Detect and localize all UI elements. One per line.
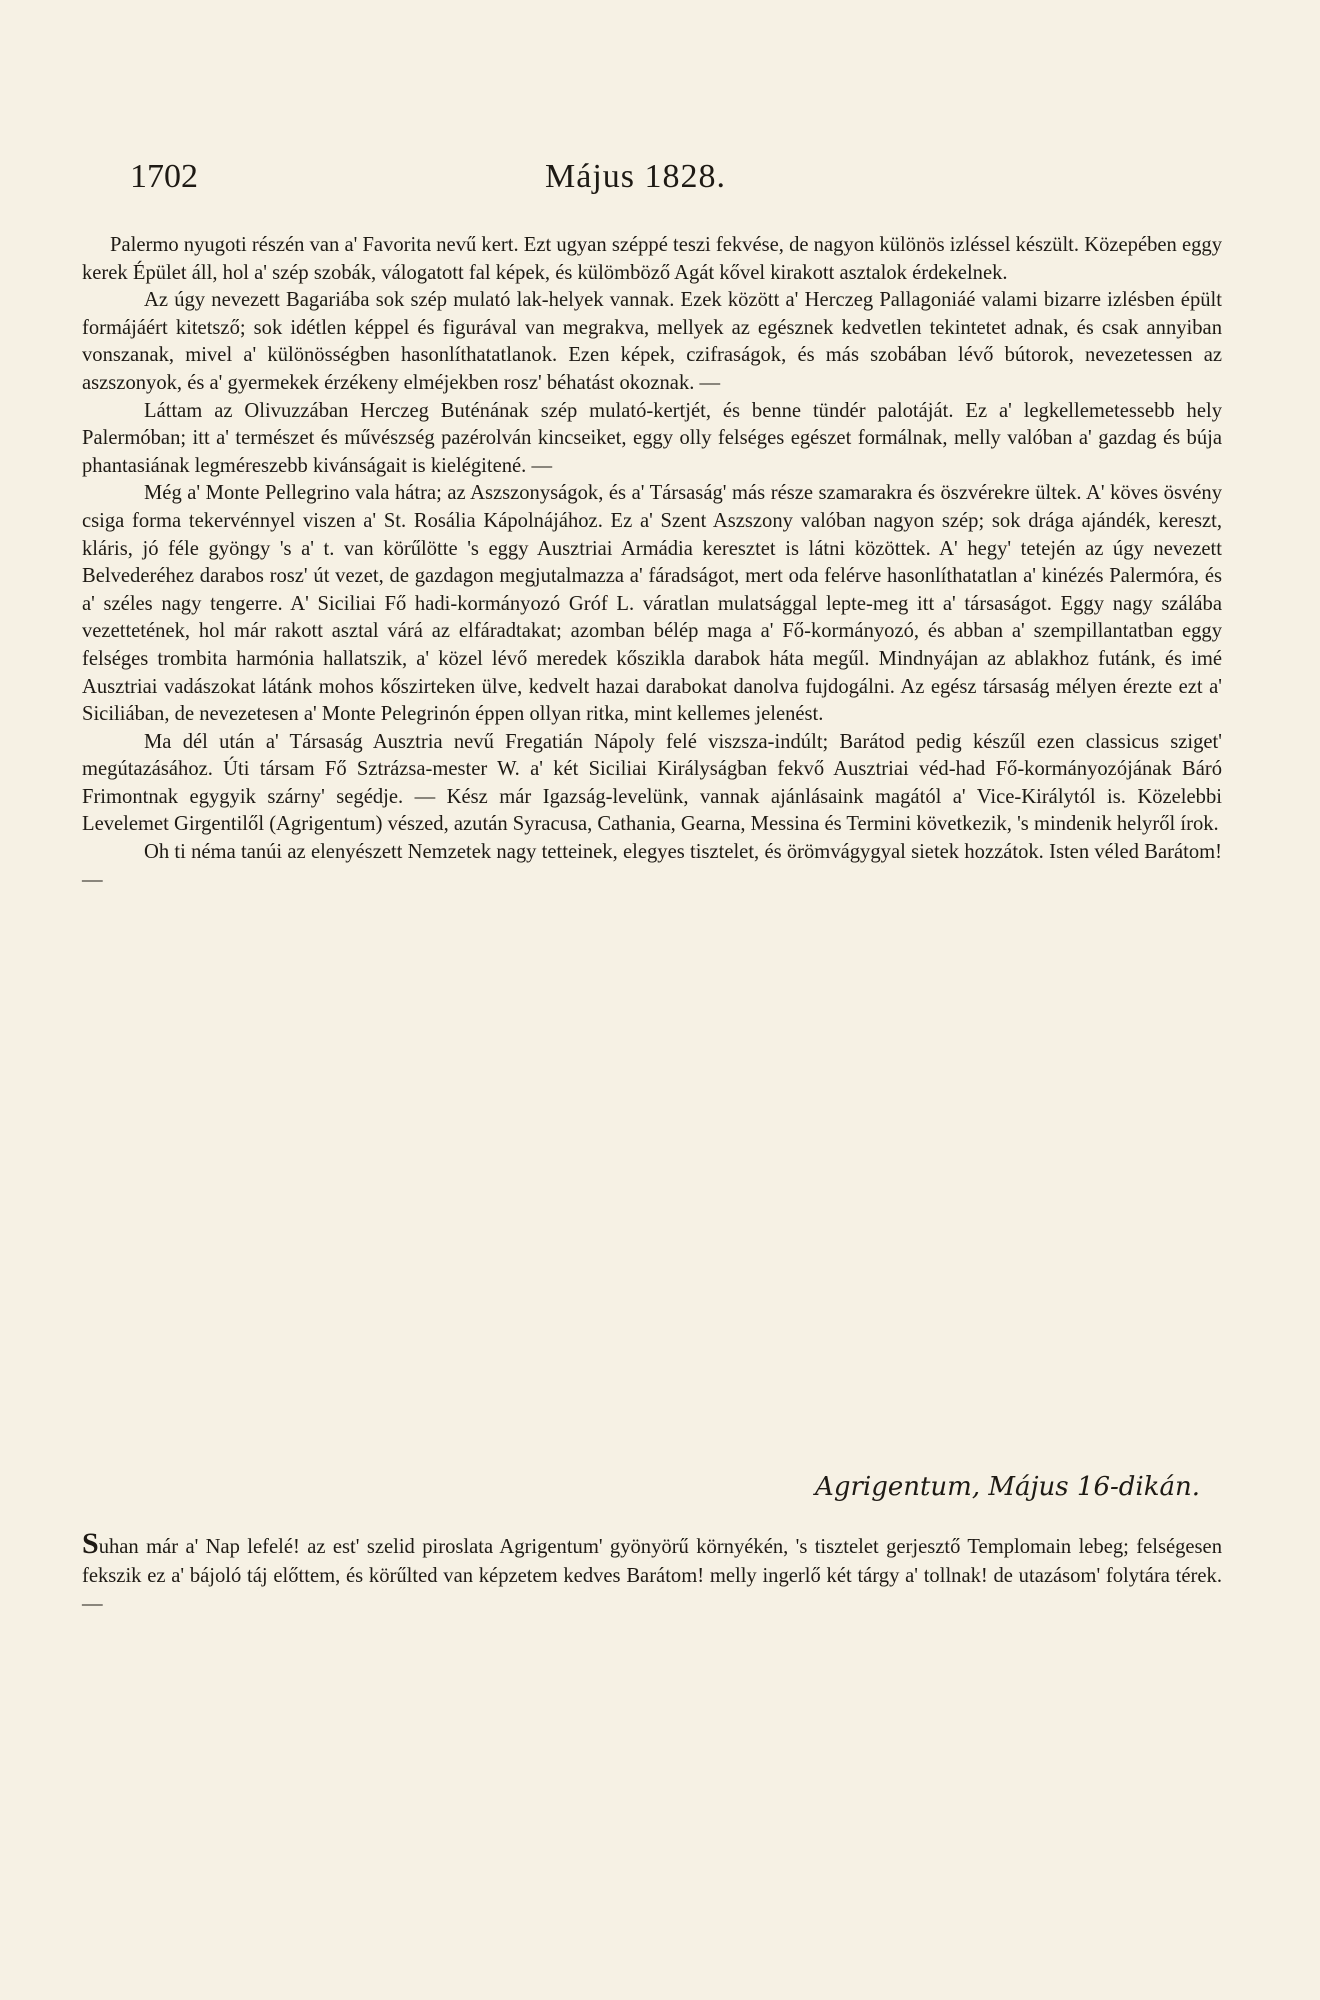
letter-text: uhan már a' Nap lefelé! az est' szelid piroslata Agrigentum' gyönyörű környékén, 's tisztelet gerjesztő Templomain lebeg; felségesen fekszik ez a' bájoló táj előttem, és körűlted van képzetem kedves Barátom! melly ingerlő két tárgy a' tollnak! de utazásom' folytára térek. — xyxy=(82,1536,1222,1615)
page-header xyxy=(130,158,1230,208)
place-date-signoff: Agrigentum, Május 16-dikán. xyxy=(815,1472,1200,1502)
main-text xyxy=(82,232,1222,894)
running-title: Május 1828. xyxy=(545,158,726,195)
page-number: 1702 xyxy=(130,158,198,195)
paragraph: Oh ti néma tanúi az elenyészett Nemzetek nagy tetteinek, elegyes tisztelet, és örömvágygyal sietek hozzátok. Isten véled Barátom! — xyxy=(82,841,1222,891)
next-letter xyxy=(82,1527,1222,1619)
paragraph: Láttam az Olivuzzában Herczeg Buténának szép mulató-kertjét, és benne tündér palotáját. Ez a' legkellemetessebb hely Palermóban; itt a' természet és művészség pazérolván kincseiket, eggy olly felséges egészet formálnak, melly valóban a' gazdag és búja phantasiának legméreszebb kivánságait is kielégitené. — xyxy=(82,399,1222,477)
paragraph: Az úgy nevezett Bagariába sok szép mulató lak-helyek vannak. Ezek között a' Herczeg Pallagoniáé valami bizarre izlésben épült formájáért kitetsző; sok idétlen képpel és figurával van megrakva, mellyek az egésznek kedvetlen tekintetet adnak, és csak annyiban vonszanak, mivel a' különösségben hasonlíthatatlanok. Ezen képek, czifraságok, és más szobában lévő bútorok, nevezetessen az aszszonyok, és a' gyermekek érzékeny elméjekben rosz' béhatást okoznak. — xyxy=(82,289,1222,394)
paragraph: Még a' Monte Pellegrino vala hátra; az Aszszonyságok, és a' Társaság' más része szamarakra és öszvérekre ültek. A' köves ösvény csiga forma tekervénnyel viszen a' St. Rosália Kápolnájához. Ez a' Szent Aszszony valóban nagyon szép; sok drága ajándék, kereszt, kláris, jó féle gyöngy 's a' t. van körűlötte 's eggy Ausztriai Armádia keresztet is látni közöttek. A' hegy' tetején az úgy nevezett Belvederéhez darabos rosz' út vezet, de gazdagon megjutalmazza a' fáradságot, mert oda felérve hasonlíthatatlan a' kinézés Palermóra, és a' széles nagy tengerre. A' Siciliai Fő hadi-kormányozó Gróf L. váratlan mulatsággal lepte-meg itt a' társaságot. Eggy nagy szálába vezettetének, hol már rakott asztal várá az elfáradtakat; azomban bélép maga a' Fő-kormányozó, és abban a' szempillantatban eggy felséges trombita harmónia hallatszik, a' közel lévő meredek kőszikla darabok háta megűl. Mindnyájan az ablakhoz futánk, és imé Ausztriai vadászokat látánk mohos kőszirteken ülve, kedvelt hazai darabokat danolva fujdogálni. Az egész társaság mélyen érezte ezt a' Siciliában, de nevezetesen a' Monte Pelegrinón éppen ollyan ritka, mint kellemes jelenést. xyxy=(82,482,1222,726)
drop-cap: S xyxy=(82,1527,99,1560)
paragraph: Ma dél után a' Társaság Ausztria nevű Fregatián Nápoly felé viszsza-indúlt; Barátod pedig készűl ezen classicus sziget' megútazásához. Úti társam Fő Sztrázsa-mester W. a' két Siciliai Királyságban fekvő Ausztriai véd-had Fő-kormányozójának Báró Frimontnak egygyik szárny' segédje. — Kész már Igazság-levelünk, vannak ajánlásaink magától a' Vice-Királytól is. Közelebbi Levelemet Girgentilől (Agrigentum) vészed, azután Syracusa, Cathania, Gearna, Messina és Termini következik, 's mindenik helyről írok. xyxy=(82,730,1222,836)
paragraph: Palermo nyugoti részén van a' Favorita nevű kert. Ezt ugyan széppé teszi fekvése, de nagyon különös izléssel készült. Közepében eggy kerek Épület áll, hol a' szép szobák, válogatott fal képek, és külömböző Agát kővel kirakott asztalok érdekelnek. xyxy=(82,234,1222,284)
